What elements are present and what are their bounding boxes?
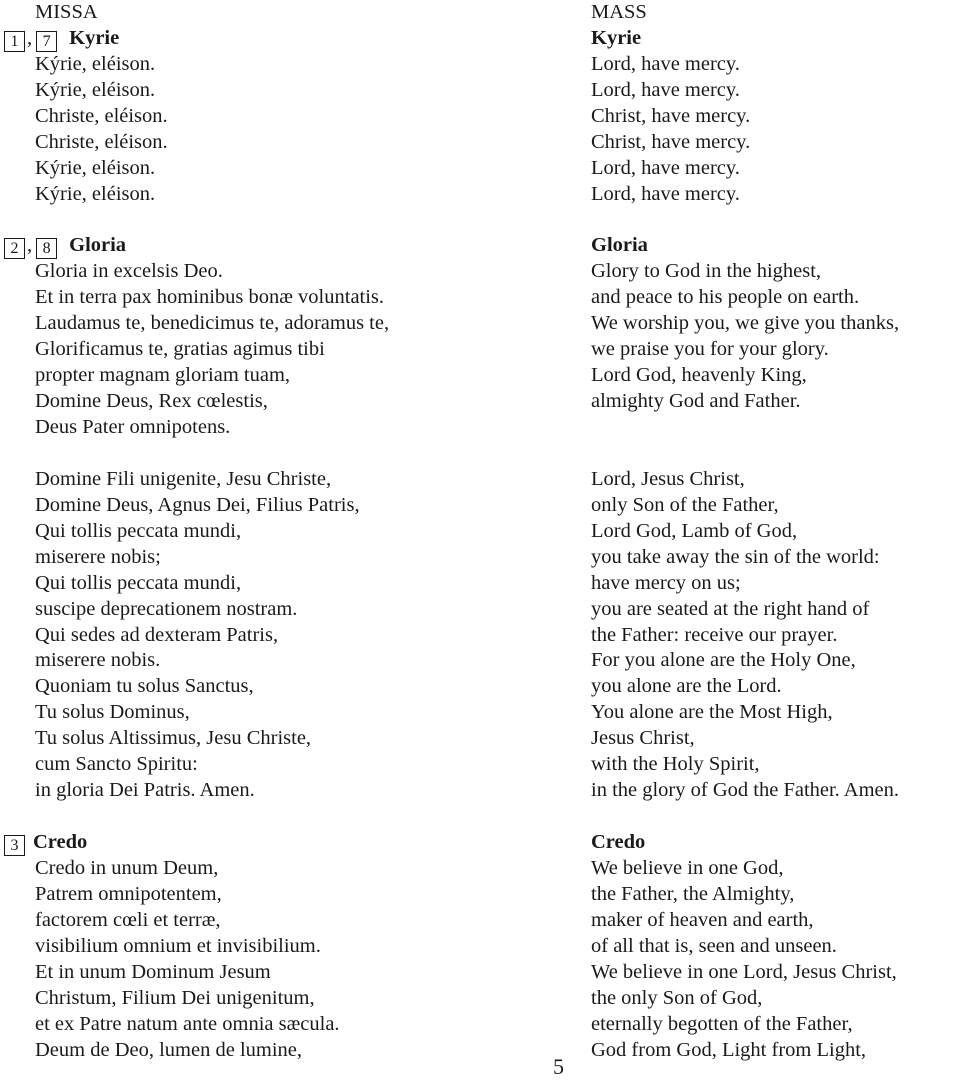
- kyrie-lines-english: [591, 52, 960, 208]
- text-line: Christe, eléison.: [35, 104, 168, 127]
- text-line: Kýrie, eléison.: [35, 78, 156, 101]
- text-line: Credo in unum Deum,: [35, 856, 219, 879]
- text-line: Qui sedes ad dexteram Patris,: [35, 623, 279, 646]
- text-line: We believe in one Lord, Jesus Christ,: [591, 960, 897, 983]
- text-line: Glory to God in the highest,: [591, 260, 822, 283]
- text-line: the Father, the Almighty,: [591, 882, 795, 905]
- latin-header: MISSA: [35, 1, 98, 23]
- text-line: Lord, have mercy.: [591, 52, 740, 75]
- text-line: Christ, have mercy.: [591, 130, 751, 153]
- gloria-lines-latin-1: [0, 259, 545, 441]
- text-line: in the glory of God the Father. Amen.: [591, 779, 900, 802]
- kyrie-title-latin: Kyrie: [69, 26, 120, 49]
- text-line: Lord, have mercy.: [591, 78, 740, 101]
- text-line: almighty God and Father.: [591, 390, 801, 413]
- kyrie-title-english: Kyrie: [591, 26, 642, 49]
- text-line: Kýrie, eléison.: [35, 182, 156, 205]
- text-line: suscipe deprecationem nostram.: [35, 597, 298, 620]
- text-line: Quoniam tu solus Sanctus,: [35, 675, 254, 698]
- gloria-heading-latin: [0, 233, 545, 259]
- kyrie-separator: ,: [27, 26, 33, 49]
- spacer: [591, 441, 960, 467]
- text-line: Christum, Filium Dei unigenitum,: [35, 986, 315, 1009]
- spacer: [591, 415, 960, 441]
- text-line: Kýrie, eléison.: [35, 156, 156, 179]
- text-line: Qui tollis peccata mundi,: [35, 519, 242, 542]
- text-line: we praise you for your glory.: [591, 338, 829, 361]
- gloria-separator: ,: [27, 234, 33, 257]
- text-line: Lord, have mercy.: [591, 182, 740, 205]
- text-line: with the Holy Spirit,: [591, 753, 760, 776]
- text-line: We believe in one God,: [591, 856, 784, 879]
- gloria-lines-english-2: [591, 467, 960, 804]
- text-line: Qui tollis peccata mundi,: [35, 571, 242, 594]
- text-line: We worship you, we give you thanks,: [591, 312, 900, 335]
- english-header: MASS: [591, 1, 647, 23]
- text-line: Jesus Christ,: [591, 727, 695, 750]
- spacer: [0, 441, 545, 467]
- text-line: you are seated at the right hand of: [591, 597, 870, 620]
- text-line: you alone are the Lord.: [591, 675, 782, 698]
- spacer: [591, 208, 960, 234]
- kyrie-box-2: 7: [36, 31, 57, 52]
- gloria-title-latin: Gloria: [69, 234, 127, 257]
- text-line: Lord, have mercy.: [591, 156, 740, 179]
- text-line: the Father: receive our prayer.: [591, 623, 838, 646]
- text-line: Tu solus Dominus,: [35, 701, 190, 724]
- spacer: [591, 804, 960, 830]
- text-line: Christ, have mercy.: [591, 104, 751, 127]
- text-line: Gloria in excelsis Deo.: [35, 260, 223, 283]
- text-line: Tu solus Altissimus, Jesu Christe,: [35, 727, 312, 750]
- text-line: and peace to his people on earth.: [591, 286, 860, 309]
- text-line: visibilium omnium et invisibilium.: [35, 934, 321, 957]
- text-line: Deus Pater omnipotens.: [35, 416, 231, 438]
- gloria-box-2: 8: [36, 238, 57, 259]
- text-line: God from God, Light from Light,: [591, 1038, 867, 1061]
- text-line: of all that is, seen and unseen.: [591, 934, 837, 957]
- text-line: Kýrie, eléison.: [35, 52, 156, 75]
- text-line: propter magnam gloriam tuam,: [35, 364, 291, 387]
- text-line: Domine Deus, Rex cœlestis,: [35, 390, 268, 413]
- text-line: Christe, eléison.: [35, 130, 168, 153]
- gloria-lines-latin-2: [0, 467, 545, 804]
- text-line: Lord God, Lamb of God,: [591, 519, 798, 542]
- credo-lines-english: [591, 856, 960, 1064]
- credo-title-latin: Credo: [33, 831, 88, 853]
- text-line: Et in unum Dominum Jesum: [35, 960, 271, 983]
- text-line: Laudamus te, benedicimus te, adoramus te,: [35, 312, 390, 335]
- text-line: You alone are the Most High,: [591, 701, 833, 724]
- text-line: have mercy on us;: [591, 571, 741, 594]
- kyrie-lines-latin: [0, 52, 545, 208]
- credo-box: 3: [4, 835, 25, 856]
- kyrie-box-1: 1: [4, 31, 25, 52]
- text-line: Lord, Jesus Christ,: [591, 467, 745, 490]
- kyrie-heading-latin: [0, 26, 545, 52]
- page-number: 5: [553, 1054, 564, 1079]
- text-line: For you alone are the Holy One,: [591, 649, 856, 672]
- english-column: [591, 0, 960, 1063]
- gloria-lines-english-1: [591, 259, 960, 415]
- text-line: Domine Deus, Agnus Dei, Filius Patris,: [35, 493, 360, 516]
- credo-title-english: Credo: [591, 831, 646, 853]
- text-line: Glorificamus te, gratias agimus tibi: [35, 338, 325, 361]
- text-line: cum Sancto Spiritu:: [35, 753, 198, 776]
- text-line: Domine Fili unigenite, Jesu Christe,: [35, 467, 332, 490]
- text-line: et ex Patre natum ante omnia sæcula.: [35, 1012, 340, 1035]
- text-line: maker of heaven and earth,: [591, 908, 814, 931]
- text-line: factorem cœli et terræ,: [35, 908, 221, 931]
- text-line: you take away the sin of the world:: [591, 545, 880, 568]
- text-line: only Son of the Father,: [591, 493, 779, 516]
- text-line: miserere nobis.: [35, 649, 161, 672]
- text-line: Et in terra pax hominibus bonæ voluntatis.: [35, 286, 385, 309]
- spacer: [0, 804, 545, 830]
- text-line: Deum de Deo, lumen de lumine,: [35, 1038, 303, 1061]
- text-line: Lord God, heavenly King,: [591, 364, 807, 387]
- text-line: eternally begotten of the Father,: [591, 1012, 853, 1035]
- spacer: [0, 208, 545, 234]
- text-line: the only Son of God,: [591, 986, 763, 1009]
- credo-lines-latin: [0, 856, 545, 1064]
- credo-heading-latin: [0, 830, 545, 856]
- gloria-box-1: 2: [4, 238, 25, 259]
- gloria-title-english: Gloria: [591, 234, 648, 257]
- text-line: miserere nobis;: [35, 545, 161, 568]
- text-line: Patrem omnipotentem,: [35, 882, 222, 905]
- text-line: in gloria Dei Patris. Amen.: [35, 779, 255, 802]
